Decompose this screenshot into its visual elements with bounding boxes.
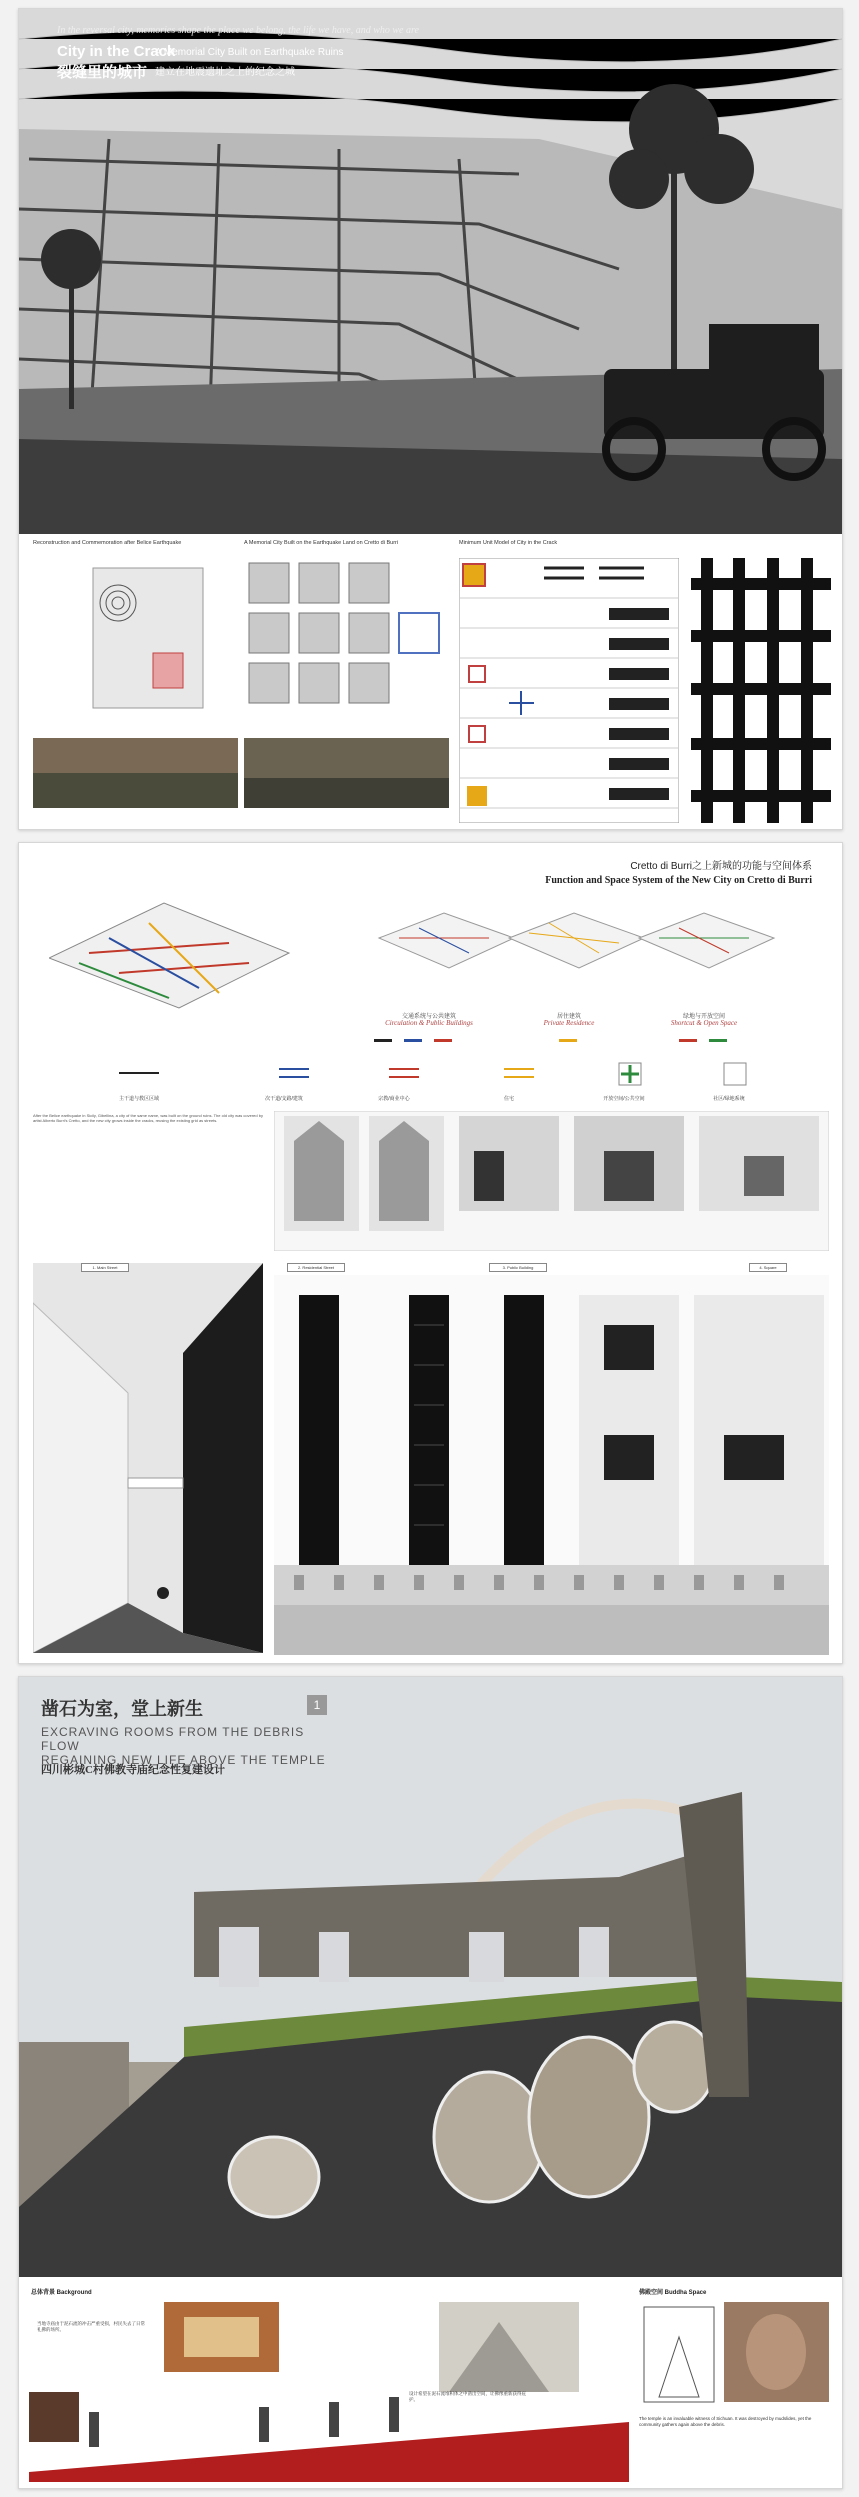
caption-3: The temple is an invaluable witness of Sichuan. It was destroyed by mudslides, yet the community gathers again above the debris. bbox=[639, 2416, 812, 2427]
subtitle-cn: 建立在地震遗址之上的纪念之城 bbox=[155, 67, 295, 78]
grid-diagram bbox=[691, 558, 831, 823]
icon-label-2: 次干道/支路/建筑 bbox=[265, 1096, 303, 1102]
section-tag-residential: 2. Residential Street bbox=[287, 1263, 345, 1272]
title-cn: 裂缝里的城市 bbox=[57, 64, 148, 81]
axonometric-diagrams bbox=[49, 893, 819, 1013]
title-en: City in the Crack bbox=[57, 43, 176, 60]
buddha-space-heading: 佛殿空间 Buddha Space bbox=[639, 2290, 707, 2296]
panel-title-en-line-1: EXCRAVING ROOMS FROM THE DEBRIS FLOW bbox=[41, 1725, 305, 1753]
column-title-minimum-unit: Minimum Unit Model of City in the Crack bbox=[459, 540, 558, 546]
legend-cn-residence: 居住建筑 bbox=[556, 1014, 581, 1020]
poster-temple-reconstruction bbox=[18, 1676, 843, 2489]
system-icons bbox=[59, 1061, 819, 1091]
hero-engraving bbox=[19, 9, 842, 534]
caption-1: 当地寺庙由于泥石流的冲击严重受损，村民失去了日常礼佛的场所。 bbox=[37, 2321, 145, 2332]
panel-title-en: Function and Space System of the New City on Cretto di Burri bbox=[545, 875, 812, 886]
section-tag-square: 4. Square bbox=[749, 1263, 787, 1272]
column-title-reconstruction: Reconstruction and Commemoration after Belice Earthquake bbox=[33, 540, 182, 546]
legend-swatch-blue bbox=[404, 1039, 422, 1042]
poster-city-in-the-crack bbox=[18, 8, 843, 830]
subtitle-en: A Memorial City Built on Earthquake Ruins bbox=[155, 47, 344, 58]
icon-label-4: 住宅 bbox=[503, 1096, 514, 1102]
hero-render bbox=[19, 1677, 842, 2277]
legend-cn-open-space: 绿地与开放空间 bbox=[682, 1014, 725, 1020]
background-heading: 总体背景 Background bbox=[31, 2290, 92, 2296]
buddha-space-drawings bbox=[639, 2297, 834, 2407]
caption-2: 设计希望在泥石流堆积体之中凿出空间，让佛像重新获得庇护。 bbox=[409, 2391, 526, 2402]
icon-label-1: 主干道与教区区域 bbox=[118, 1096, 159, 1102]
section-tag-public-building: 3. Public Building bbox=[489, 1263, 547, 1272]
legend-en-residence: Private Residence bbox=[543, 1019, 595, 1027]
legend-en-circulation: Circulation & Public Buildings bbox=[385, 1019, 473, 1027]
icon-label-3: 宗教/商业中心 bbox=[378, 1096, 410, 1102]
panel-title-en-line-2: REGAINING NEW LIFE ABOVE THE TEMPLE bbox=[41, 1753, 326, 1767]
unit-table bbox=[459, 558, 679, 823]
panel-title-cn: Cretto di Burri之上新城的功能与空间体系 bbox=[630, 861, 812, 872]
panel-title-cn: 凿石为室，堂上新生 bbox=[41, 1699, 203, 1719]
section-drawings bbox=[274, 1275, 829, 1655]
icon-label-6: 社区/绿地系统 bbox=[713, 1096, 745, 1102]
analysis-strip bbox=[19, 534, 842, 829]
background-strip bbox=[19, 2281, 842, 2488]
body-text: After the Belice earthquake in Sicily, Gibellina, a city of the same name, was built on the ground ruins. The old city was covered by artist Alberto Burri's Cretto, and the new city grows inside the cracks, reusing the existing grid as streets. bbox=[33, 1113, 263, 1123]
legend-swatch-yellow bbox=[559, 1039, 577, 1042]
icon-label-5: 开放空间/公共空间 bbox=[603, 1096, 645, 1102]
site-map bbox=[33, 558, 238, 823]
panel-number-badge: 1 bbox=[307, 1695, 327, 1715]
hero-illustration bbox=[19, 9, 842, 534]
street-perspective bbox=[33, 1263, 263, 1653]
section-tag-main-street: 1. Main Street bbox=[81, 1263, 129, 1272]
poster-function-system bbox=[18, 842, 843, 1664]
legend-swatch-black bbox=[374, 1039, 392, 1042]
legend-en-open-space: Shortcut & Open Space bbox=[670, 1019, 738, 1027]
section-strip bbox=[274, 1111, 829, 1251]
legend-swatch-green bbox=[709, 1039, 727, 1042]
panel-subtitle-cn: 四川彬城C村佛教寺庙纪念性复建设计 bbox=[41, 1764, 225, 1776]
column-title-memorial-city: A Memorial City Built on the Earthquake Land on Cretto di Burri bbox=[244, 540, 399, 546]
legend-cn-circulation: 交通系统与公共建筑 bbox=[401, 1014, 456, 1020]
thumbnail-grid bbox=[244, 558, 449, 823]
legend-swatch-red bbox=[434, 1039, 452, 1042]
legend-swatch-red-2 bbox=[679, 1039, 697, 1042]
tagline: In the reversal city, memories shape the place we belong, the life we have, and who we are bbox=[57, 25, 419, 36]
